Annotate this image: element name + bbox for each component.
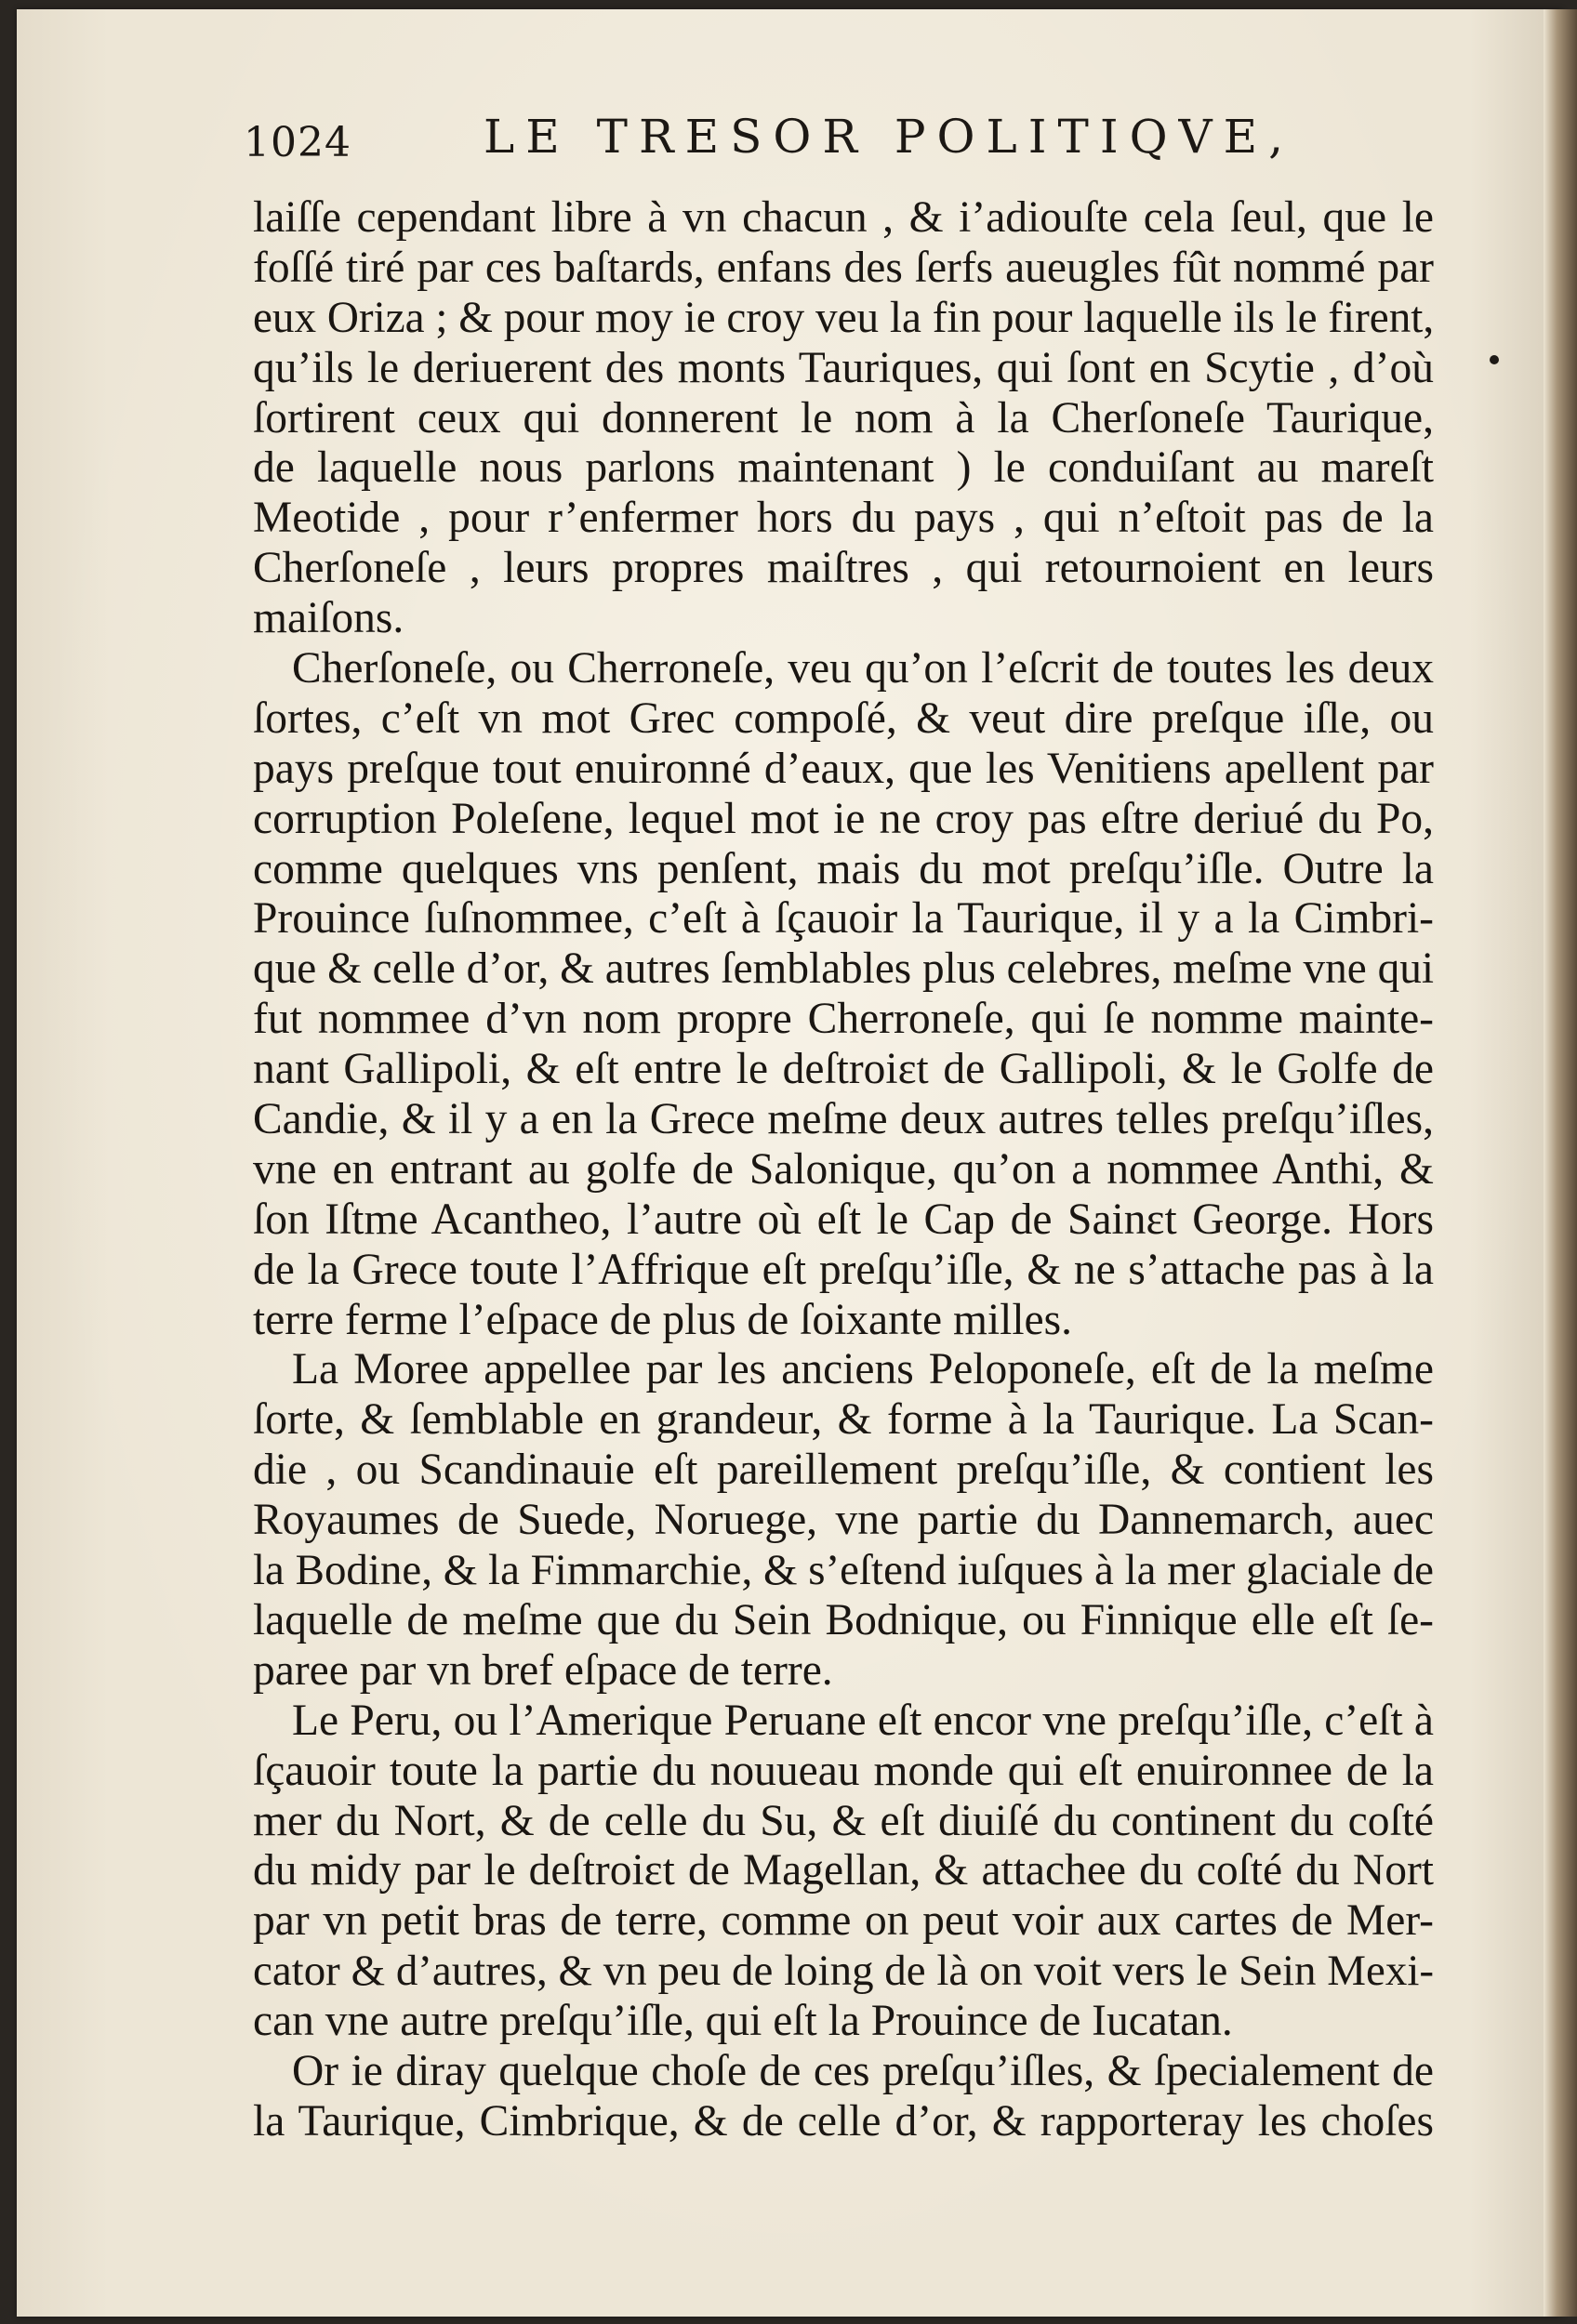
text-line: de laquelle nous parlons maintenant ) le conduiſant au mareſt [253, 443, 1434, 493]
paragraph [253, 644, 1434, 1345]
text-line: la Taurique, Cimbrique, & de celle d’or, & rapporteray les choſes [253, 2096, 1434, 2146]
text-line: la Bodine, & la Fimmarchie, & s’eſtend iuſques à la mer glaciale de [253, 1546, 1434, 1595]
text-line: vne en entrant au golfe de Salonique, qu’on a nommee Anthi, & [253, 1144, 1434, 1194]
text-line: can vne autre preſqu’iſle, qui eſt la Prouince de Iucatan. [253, 1997, 1233, 2046]
text-line: Cherſoneſe, ou Cherroneſe, veu qu’on l’eſcrit de toutes les deux [292, 644, 1434, 693]
text-line: eux Oriza ; & pour moy ie croy veu la fin pour laquelle ils le firent, [253, 293, 1435, 342]
text-line: laquelle de meſme que du Sein Bodnique, ou Finnique elle eſt ſe- [253, 1595, 1434, 1644]
text-line: paree par vn bref eſpace de terre. [253, 1645, 833, 1695]
text-line: mer du Nort, & de celle du Su, & eſt diuiſé du continent du coſté [253, 1796, 1434, 1845]
running-title: LE TRESOR POLITIQVE, [484, 110, 1295, 164]
text-line: par vn petit bras de terre, comme on peut voir aux cartes de Mer- [253, 1896, 1434, 1946]
paragraph [253, 2047, 1434, 2147]
text-line: ſon Iſtme Acantheo, l’autre où eſt le Cap de Sainɛt George. Hors [253, 1195, 1434, 1244]
text-line: pays preſque tout enuironné d’eaux, que les Venitiens apellent par [253, 744, 1434, 793]
text-line: ſorte, & ſemblable en grandeur, & forme à la Taurique. La Scan- [253, 1395, 1434, 1445]
text-line: cator & d’autres, & vn peu de loing de là on voit vers le Sein Mexi- [253, 1947, 1434, 1996]
text-line: du midy par le deſtroiɛt de Magellan, & attachee du coſté du Nort [253, 1846, 1434, 1895]
paragraph [253, 1697, 1434, 2047]
text-line: foſſé tiré par ces baſtards, enfans des ſerfs aueugles fût nommé par [253, 243, 1434, 292]
text-line: corruption Poleſene, lequel mot ie ne croy pas eſtre deriué du Po, [253, 794, 1434, 843]
text-line: terre ferme l’eſpace de plus de ſoixante milles. [253, 1295, 1072, 1344]
text-line: laiſſe cependant libre à vn chacun , & i’adiouſte cela ſeul, que le [253, 193, 1434, 242]
text-line: Le Peru, ou l’Amerique Peruane eſt encor vne preſqu’iſle, c’eſt à [292, 1696, 1434, 1745]
paragraph [253, 1345, 1434, 1696]
page-header [244, 110, 1341, 184]
ink-spot [1490, 355, 1499, 364]
text-line: La Moree appellee par les anciens Peloponeſe, eſt de la meſme [292, 1345, 1434, 1394]
text-line: Prouince ſuſnommee, c’eſt à ſçauoir la Taurique, il y a la Cimbri- [253, 894, 1434, 944]
text-line: Candie, & il y a en la Grece meſme deux autres telles preſqu’iſles, [253, 1095, 1434, 1144]
text-line: ſortes, c’eſt vn mot Grec compoſé, & veut dire preſque iſle, ou [253, 693, 1434, 743]
text-line: Meotide , pour r’enfermer hors du pays , qui n’eſtoit pas de la [253, 494, 1434, 543]
text-line: qu’ils le deriuerent des monts Tauriques, qui ſont en Scytie , d’où [253, 343, 1434, 392]
text-line: ſortirent ceux qui donnerent le nom à la Cherſoneſe Taurique, [253, 393, 1434, 442]
page-gutter-shadow [1544, 9, 1577, 2317]
text-line: maiſons. [253, 594, 404, 643]
text-line: nant Gallipoli, & eſt entre le deſtroiɛt de Gallipoli, & le Golfe de [253, 1045, 1434, 1094]
text-line: Cherſoneſe , leurs propres maiſtres , qui retournoient en leurs [253, 544, 1434, 593]
body-text [253, 193, 1434, 2147]
text-line: Or ie diray quelque choſe de ces preſqu’iſles, & ſpecialement de [292, 2046, 1434, 2095]
text-line: de la Grece toute l’Affrique eſt preſqu’iſle, & ne s’attache pas à la [253, 1245, 1434, 1294]
text-line: fut nommee d’vn nom propre Cherroneſe, qui ſe nomme mainte- [253, 995, 1434, 1044]
text-line: comme quelques vns penſent, mais du mot preſqu’iſle. Outre la [253, 844, 1434, 893]
text-line: que & celle d’or, & autres ſemblables plus celebres, meſme vne qui [253, 944, 1434, 994]
text-line: Royaumes de Suede, Noruege, vne partie du Dannemarch, auec [253, 1496, 1434, 1545]
paragraph [253, 193, 1434, 644]
text-line: die , ou Scandinauie eſt pareillement preſqu’iſle, & contient les [253, 1446, 1434, 1495]
page-number: 1024 [244, 119, 351, 166]
text-line: ſçauoir toute la partie du nouueau monde qui eſt enuironnee de la [253, 1746, 1434, 1795]
